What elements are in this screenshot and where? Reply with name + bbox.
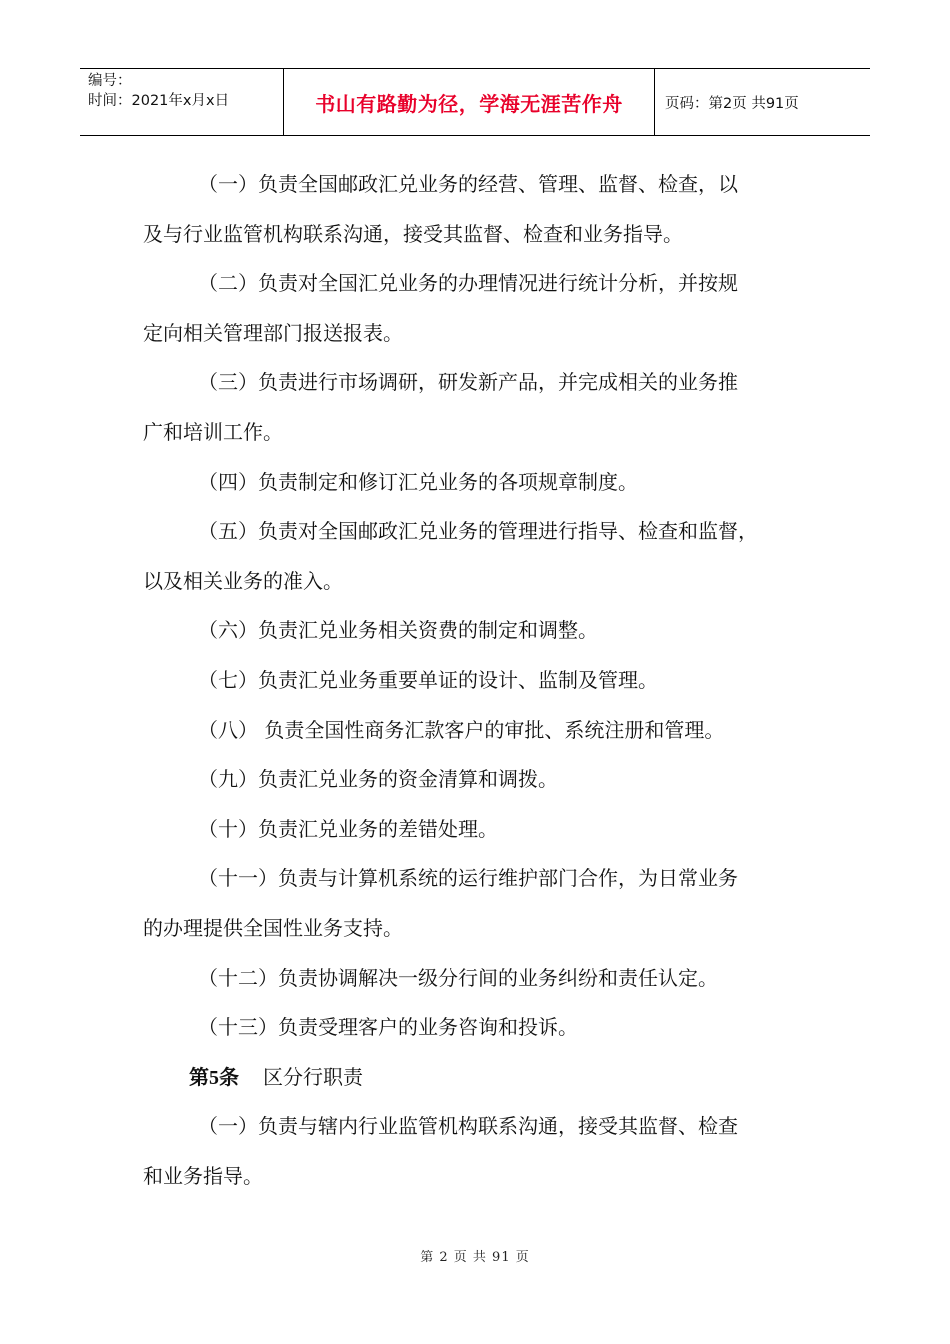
paragraph-line: （一）负责与辖内行业监管机构联系沟通，接受其监督、检查 (198, 1114, 738, 1139)
article-number: 第5条 (189, 1066, 239, 1089)
document-number-label: 编号： (88, 73, 132, 89)
paragraph-line: （五）负责对全国邮政汇兑业务的管理进行指导、检查和监督， (198, 519, 758, 544)
paragraph-line: 的办理提供全国性业务支持。 (143, 915, 403, 940)
header-meta (80, 69, 283, 135)
article-heading (143, 1053, 808, 1103)
paragraph-line: 及与行业监管机构联系沟通，接受其监督、检查和业务指导。 (143, 221, 683, 246)
paragraph-line: （七）负责汇兑业务重要单证的设计、监制及管理。 (198, 667, 658, 692)
paragraph-line: （三）负责进行市场调研，研发新产品，并完成相关的业务推 (198, 370, 738, 395)
paragraph-line: （四）负责制定和修订汇兑业务的各项规章制度。 (198, 469, 638, 494)
header-motto: 书山有路勤为径，学海无涯苦作舟 (283, 69, 655, 135)
paragraph-line: （九）负责汇兑业务的资金清算和调拨。 (198, 767, 558, 792)
page-footer: 第 2 页 共 91 页 (420, 1250, 530, 1265)
paragraph-line: （十三）负责受理客户的业务咨询和投诉。 (198, 1015, 578, 1040)
document-date: 时间：2021年x月x日 (88, 93, 230, 109)
paragraph-line: （一）负责全国邮政汇兑业务的经营、管理、监督、检查，以 (198, 172, 738, 196)
paragraph-line: 广和培训工作。 (143, 419, 283, 444)
header-page-info: 页码：第2页 共91页 (665, 95, 799, 112)
paragraph-line: 以及相关业务的准入。 (143, 568, 343, 593)
paragraph-line: （六）负责汇兑业务相关资费的制定和调整。 (198, 618, 598, 643)
paragraph-line: （十二）负责协调解决一级分行间的业务纠纷和责任认定。 (198, 965, 718, 990)
paragraph-line: 和业务指导。 (143, 1163, 263, 1188)
document-body (143, 160, 808, 1201)
paragraph-line: （十）负责汇兑业务的差错处理。 (198, 816, 498, 841)
page-header (80, 68, 870, 136)
paragraph-line: （十一）负责与计算机系统的运行维护部门合作，为日常业务 (198, 866, 738, 891)
paragraph-line: （八） 负责全国性商务汇款客户的审批、系统注册和管理。 (198, 717, 725, 742)
paragraph-line: （二）负责对全国汇兑业务的办理情况进行统计分析，并按规 (198, 271, 738, 296)
article-title: 区分行职责 (263, 1064, 363, 1089)
paragraph-line: 定向相关管理部门报送报表。 (143, 320, 403, 345)
